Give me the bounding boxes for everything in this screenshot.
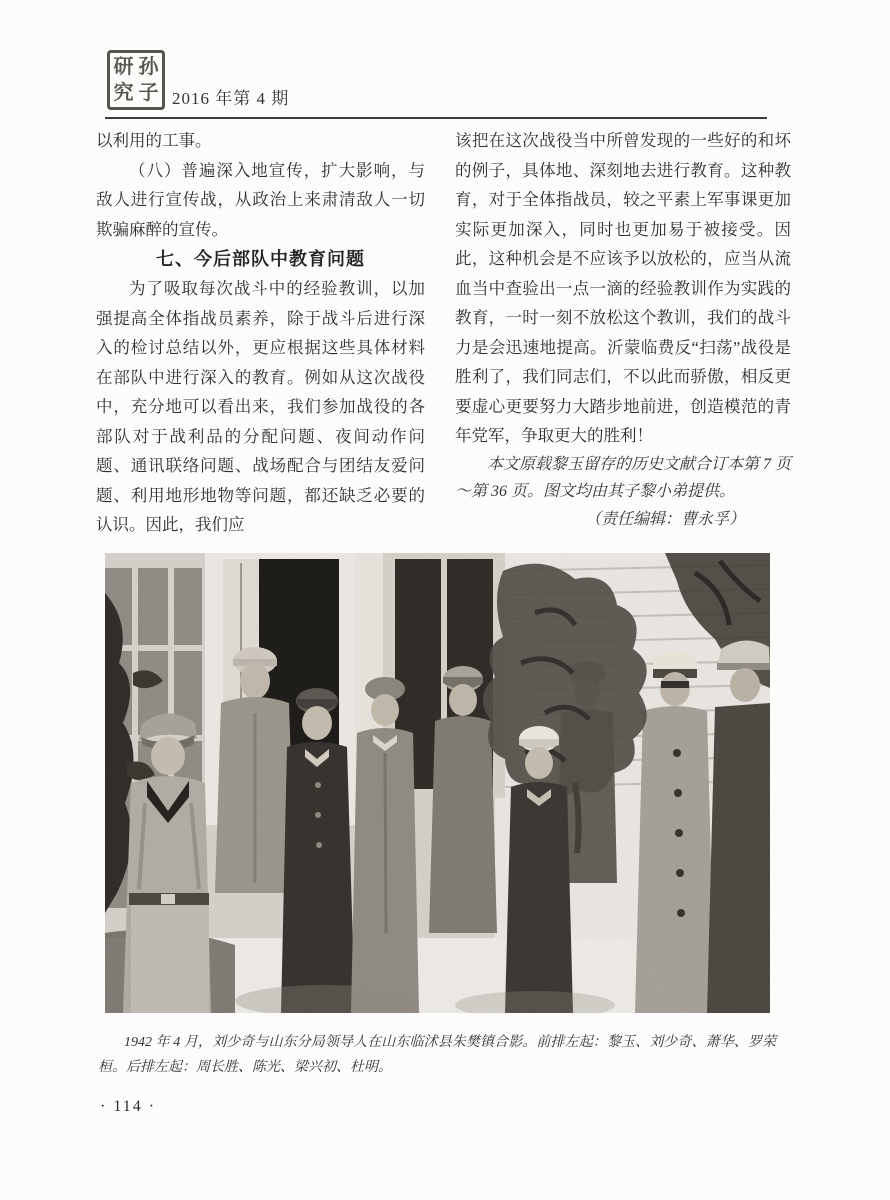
photo-illustration xyxy=(105,553,770,1013)
paragraph-main-continued: 该把在这次战役当中所曾发现的一些好的和坏的例子，具体地、深刻地去进行教育。这种教育，对于全体指战员，较之平素上军事课更加实际更加深入，同时也更加易于被接受。因此，这种机会是不应该予以放松的，应当从流血当中查验出一点一滴的经验教训作为实践的教育，一时一刻不放松这个教训，我们的战斗力是会迅速地提高。沂蒙临费反“扫荡”战役是胜利了，我们同志们，不以此而骄傲，相反更要虚心更要努力大踏步地前进，创造模范的青年党军，争取更大的胜利！ xyxy=(455,131,791,445)
left-text-column xyxy=(96,126,425,540)
seal-char: 究 xyxy=(113,82,134,104)
seal-char: 研 xyxy=(113,56,134,78)
seal-char: 孙 xyxy=(138,56,159,78)
seal-char: 子 xyxy=(138,82,159,104)
paragraph-continued: 以利用的工事。 xyxy=(96,131,212,150)
editor-note: （责任编辑：曹永孚） xyxy=(584,510,745,528)
section-heading: 七、今后部队中教育问题 xyxy=(156,249,365,269)
right-text-column xyxy=(455,126,791,534)
photo-caption: 1942 年 4 月，刘少奇与山东分局领导人在山东临沭县朱樊镇合影。前排左起：黎玉、刘少奇、萧华、罗荣桓。后排左起：周长胜、陈光、梁兴初、杜明。 xyxy=(98,1035,776,1075)
historical-photo xyxy=(105,553,770,1013)
page-number: · 114 · xyxy=(100,1098,157,1115)
source-note: 本文原载黎玉留存的历史文献合订本第 7 页～第 36 页。图文均由其子黎小弟提供。 xyxy=(455,455,792,500)
journal-seal-logo xyxy=(107,50,165,110)
paragraph-item-eight: （八）普遍深入地宣传，扩大影响，与敌人进行宣传战，从政治上来肃清敌人一切欺骗麻醉的宣传。 xyxy=(96,160,425,239)
paragraph-main: 为了吸取每次战斗中的经验教训，以加强提高全体指战员素养，除于战斗后进行深入的检讨总结以外，更应根据这些具体材料在部队中进行深入的教育。例如从这次战役中，充分地可以看出来，我们参加战役的各部队对于战利品的分配问题、夜间动作问题、通讯联络问题、战场配合与团结友爱问题、利用地形地物等问题，都还缺乏必要的认识。因此，我们应 xyxy=(96,279,425,534)
issue-label: 2016 年第 4 期 xyxy=(172,89,290,108)
header-divider xyxy=(105,117,767,119)
